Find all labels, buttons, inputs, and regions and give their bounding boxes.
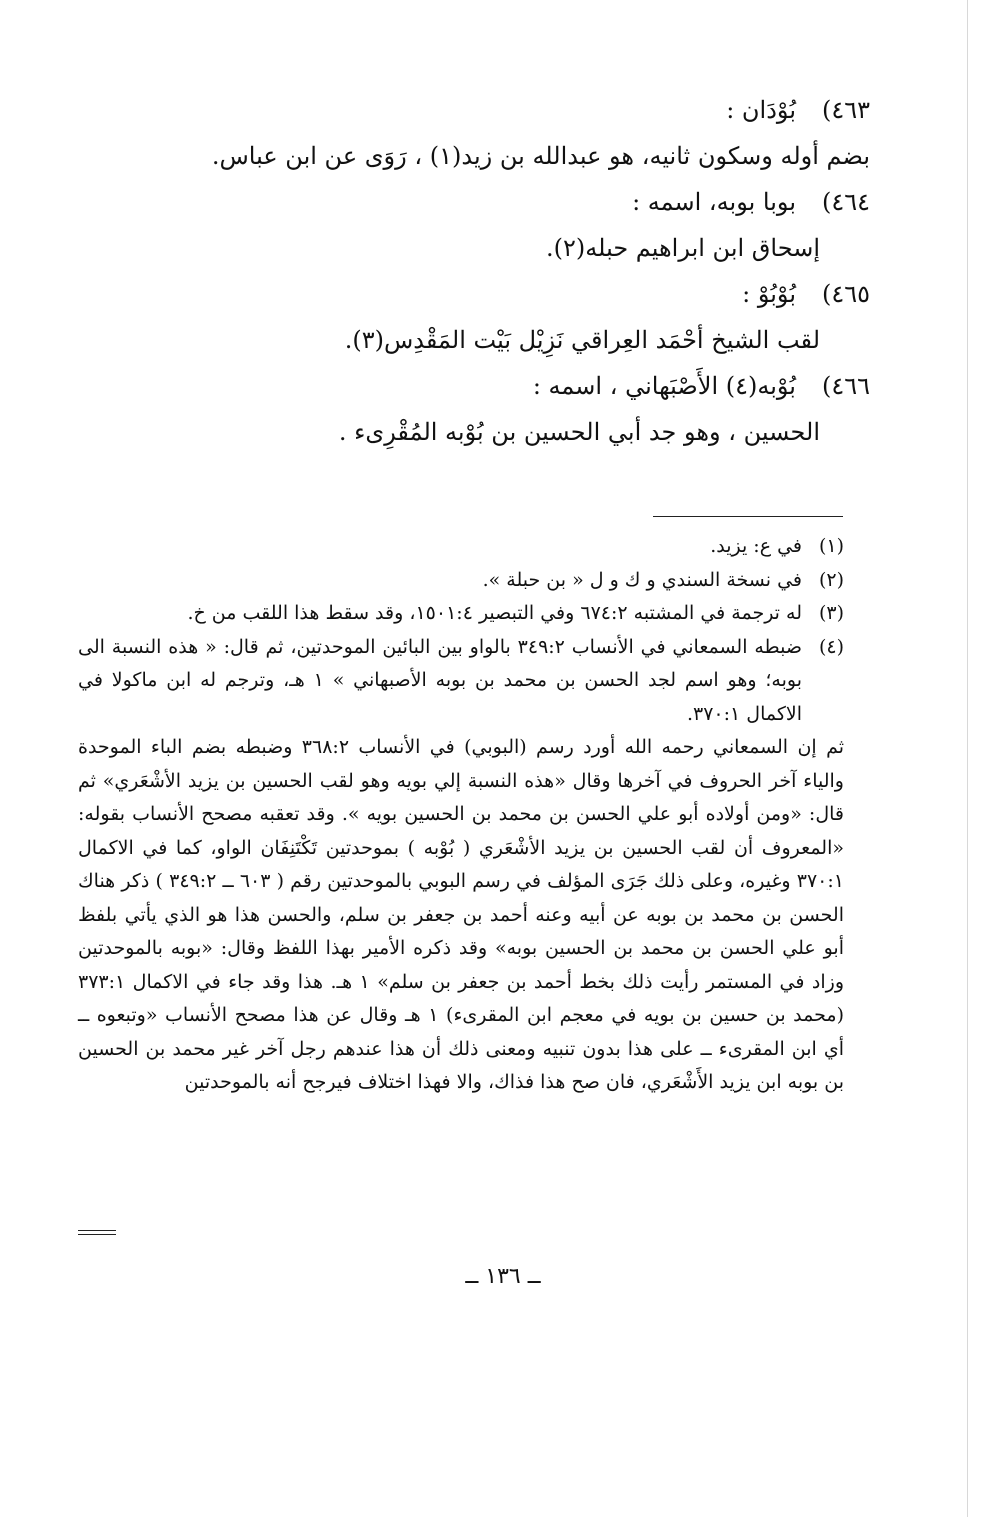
footnote-number: (١) [818,535,844,557]
footnotes [78,530,844,1100]
footnote-text: ضبطه السمعاني في الأنساب ٣٤٩:٢ بالواو بين البائين الموحدتين، ثم قال: « هذه النسبة الى بوبه؛ وهو اسم لجد الحسن بن محمد بن بوبه الأصبهاني » ١ هـ، وترجم له ابن ماكولا في الاكمال ٣٧٠:١. [78,635,803,725]
entry-number: ٤٦٤) [821,188,870,216]
page-edge-line [967,0,968,1517]
footnote-text: له ترجمة في المشتبه ٦٧٤:٢ وفي التبصير ١٥٠١:٤، وقد سقط هذا اللقب من خ. [187,602,802,624]
footnote-number: (٣) [818,602,844,624]
footnote-text: في ع: يزيد. [710,535,802,557]
entry-465-heading [100,272,870,318]
footnote-number: (٤) [818,635,844,658]
entry-466-body: الحسين ، وهو جد أبي الحسين بن بُوْبه المُقْرِىء . [338,418,820,446]
footnote-text: في نسخة السندي و ك و ل « بن حبلة ». [482,568,802,591]
entry-465-body: لقب الشيخ أحْمَد العِراقي نَزِيْل بَيْت المَقْدِس(٣). [344,326,820,354]
entry-title: بُوْبه(٤) الأَصْبَهاني ، اسمه : [532,372,796,400]
page-number: ــ ١٣٦ ــ [465,1264,541,1289]
entry-464-body: إسحاق ابن ابراهيم حبله(٢). [546,234,820,262]
footnote [78,631,844,732]
footnote-number: (٢) [818,568,844,591]
footnote-continuation: ثم إن السمعاني رحمه الله أورد رسم (البوبي) في الأنساب ٣٦٨:٢ وضبطه بضم الباء الموحدة والياء آخر الحروف في آخرها وقال «هذه النسبة إلي بويه وهو لقب الحسين بن يزيد الأشْعَري» ثم قال: «ومن أولاده أبو علي الحسن بن محمد بن الحسين بويه ». وقد تعقبه مصحح الأنساب بقوله: «المعروف أن لقب الحسين بن يزيد الأشْعَري ( بُوْبه ) بموحدتين تَكْتَنِفَان الواو، كما في الاكمال ٣٧٠:١ وغيره، وعلى ذلك جَرَى المؤلف في رسم البوبي بالموحدتين رقم ( ٦٠٣ ــ ٣٤٩:٢ ) ذكر هناك الحسن بن محمد بن بوبه عن أبيه وعنه أحمد بن جعفر بن سلم، والحسن هذا هو الذي يأتي بلفظ أبو علي الحسن بن محمد بن الحسين بوبه» وقد ذكره الأمير بهذا اللفظ وقال: «بوبه بالموحدتين وزاد في المستمر رأيت ذلك بخط أحمد بن جعفر بن سلم» ١ هـ. هذا وقد جاء في الاكمال ٣٧٣:١ (محمد بن حسين بن بويه في معجم ابن المقرىء) ١ هـ وقال عن هذا مصحح الأنساب «وتبعوه ــ أي ابن المقرىء ــ على هذا بدون تنبيه ومعنى ذلك أن هذا عندهم رجل آخر غير محمد بن الحسين بن بوبه ابن يزيد الأَشْعَري، فان صح هذا فذاك، والا فهذا اختلاف فيرجح أنه بالموحدتين [78,736,845,1093]
footnote-divider [653,516,843,517]
footnote [78,530,844,564]
main-text [100,88,870,456]
entry-number: ٤٦٥) [821,280,870,308]
entry-463-body: بضم أوله وسكون ثانيه، هو عبدالله بن زيد(١) ، رَوَى عن ابن عباس. [211,142,870,170]
entry-466-heading [100,364,870,410]
entry-number: ٤٦٦) [821,372,870,400]
footnote [78,597,844,631]
continuation-mark [78,1230,116,1235]
entry-title: بُوْدَان : [726,96,796,124]
entry-464-heading [100,180,870,226]
entry-title: بوبا بوبه، اسمه : [632,188,796,216]
entry-number: ٤٦٣) [821,96,870,124]
footnote [78,564,844,598]
entry-463-heading [100,88,870,134]
entry-title: بُوْبُوْ : [742,280,796,308]
